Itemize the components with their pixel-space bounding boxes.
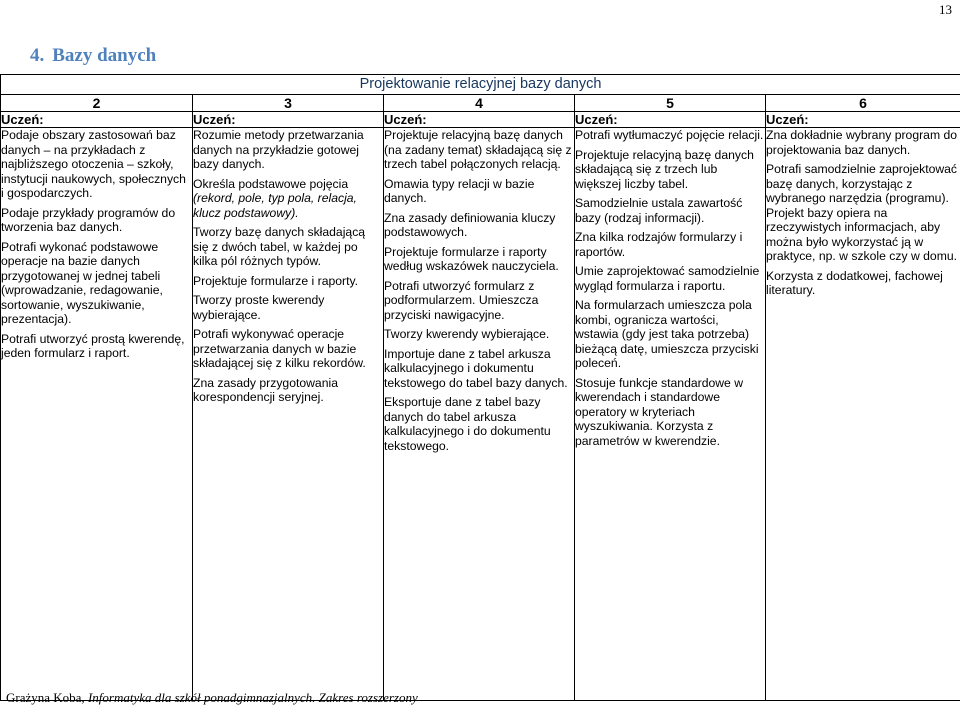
requirement-text: Podaje obszary zastosowań baz danych – na przykładach z najbliższego otoczenia – szkoły, instytucji naukowych, społecznych i gospodarczych. [1,128,186,200]
requirement-text: Potrafi wykonywać operacje przetwarzania danych w bazie składającej się z kilku rekordów. [193,327,366,370]
requirement-text: Projektuje formularze i raporty. [193,273,359,288]
requirement-text: Potrafi utworzyć prostą kwerendę, jeden formularz i raport. [1,331,185,360]
grade-header: 4 [384,95,575,112]
requirement-text: Tworzy kwerendy wybierające. [384,327,550,341]
grade-4-requirements [384,128,575,701]
footer-book-title: Informatyka dla szkół ponadgimnazjalnych. Zakres rozszerzony [87,690,418,705]
requirement-text: Projektuje formularze i raporty według wskazówek nauczyciela. [384,244,559,273]
requirement-text: Podaje przykłady programów do tworzenia baz danych. [1,205,176,234]
grade-6-requirements [766,128,960,701]
footer-author: Grażyna Koba, [6,690,85,705]
content-row [1,128,960,701]
grade-5-requirements [575,128,766,701]
requirement-text: Tworzy proste kwerendy wybierające. [193,293,325,322]
student-label: Uczeń: [193,112,384,128]
student-label: Uczeń: [766,112,960,128]
requirement-text: (rekord, pole, typ pola, relacja, klucz podstawowy). [193,191,357,220]
grade-2-requirements [1,128,193,701]
requirement-text: Projektuje relacyjną bazę danych składającą się z trzech lub większej liczby tabel. [575,147,754,191]
requirement-text: Tworzy bazę danych składającą się z dwóch tabel, w każdej po kilka pól różnych typów. [193,225,366,268]
table-title: Projektowanie relacyjnej bazy danych [1,75,960,95]
requirement-text: Stosuje funkcje standardowe w kwerendach i standardowe operatory w kryteriach wyszukiwania. Korzysta z parametrów w kwerendzie. [575,375,744,448]
grade-header: 2 [1,95,193,112]
requirement-text: Potrafi wytłumaczyć pojęcie relacji. [575,128,764,142]
grade-header: 6 [766,95,960,112]
requirement-text: Zna kilka rodzajów formularzy i raportów. [575,230,743,259]
student-label: Uczeń: [1,112,193,128]
grade-row [1,95,960,112]
requirement-text: Określa podstawowe pojęcia [193,176,349,191]
requirement-text: Potrafi utworzyć formularz z podformularzem. Umieszcza przyciski nawigacyjne. [384,278,539,322]
requirement-text: Zna dokładnie wybrany program do projektowania baz danych. [766,128,958,157]
requirement-text: Projektuje relacyjną bazę danych (na zadany temat) składającą się z trzech tabel połączonych relacją. [384,128,572,171]
page-number: 13 [939,2,952,17]
requirement-text: Zna zasady przygotowania korespondencji seryjnej. [193,375,338,404]
requirement-text: Korzysta z dodatkowej, fachowej literatury. [766,268,943,297]
section-heading [30,45,156,67]
requirement-text: Zna zasady definiowania kluczy podstawowych. [384,210,556,239]
requirements-table [0,74,960,701]
requirement-text: Rozumie metody przetwarzania danych na przykładzie gotowej bazy danych. [193,128,364,171]
student-label: Uczeń: [384,112,575,128]
grade-3-requirements [193,128,384,701]
requirement-text: Potrafi wykonać podstawowe operacje na bazie danych przygotowanej w jednej tabeli (wprowadzanie, redagowanie, sortowanie, wyszukiwanie, prezentacja). [1,239,163,326]
requirement-text: Importuje dane z tabel arkusza kalkulacyjnego i dokumentu tekstowego do tabel bazy danych. [384,346,568,390]
requirement-text: Samodzielnie ustala zawartość bazy (rodzaj informacji). [575,196,743,225]
requirement-text: Na formularzach umieszcza pola kombi, ogranicza wartości, wstawia (gdy jest taka potrzeba) bieżącą datę, umieszcza przyciski poleceń. [575,298,759,370]
grade-header: 5 [575,95,766,112]
section-number: 4. [30,45,45,66]
student-label: Uczeń: [575,112,766,128]
student-label-row [1,112,960,128]
requirement-text: Omawia typy relacji w bazie danych. [384,176,535,205]
section-title: Bazy danych [52,45,157,66]
requirement-text: Eksportuje dane z tabel bazy danych do tabel arkusza kalkulacyjnego i do dokumentu tekstowego. [384,395,551,453]
requirement-text: Umie zaprojektować samodzielnie wygląd formularza i raportu. [575,264,760,293]
grade-header: 3 [193,95,384,112]
footer [6,690,418,706]
requirement-text: Potrafi samodzielnie zaprojektować bazę danych, korzystając z wybranego narzędzia (programu). Projekt bazy opiera na rzeczywistych informacjach, aby można było wykorzystać ją w praktyce, np. w szkole czy w domu. [766,162,958,263]
